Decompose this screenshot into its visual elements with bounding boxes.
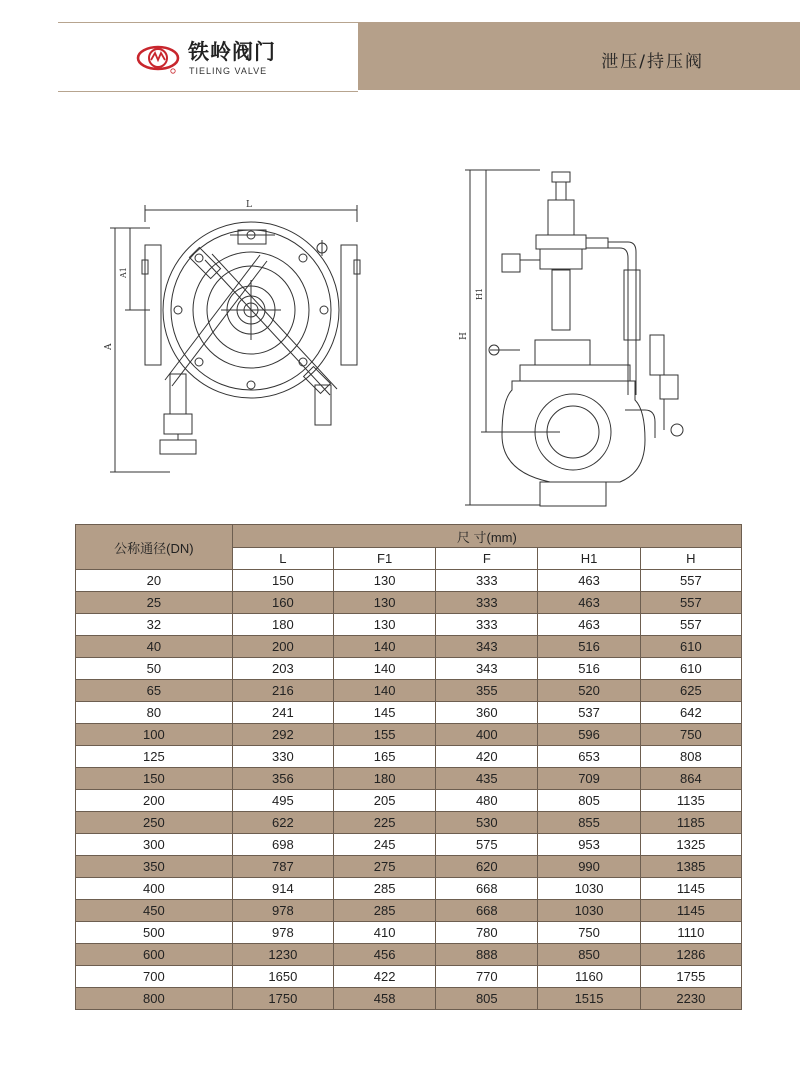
dim-label-H: H [459, 332, 469, 340]
dimension-cell: 245 [334, 834, 436, 856]
dimension-cell: 625 [640, 680, 741, 702]
dimension-cell: 1030 [538, 900, 640, 922]
dimension-cell: 155 [334, 724, 436, 746]
dn-cell: 20 [76, 570, 233, 592]
table-row [76, 812, 742, 834]
dimension-cell: 1135 [640, 790, 741, 812]
table-row [76, 878, 742, 900]
dimension-cell: 2230 [640, 988, 741, 1010]
dimension-cell: 1160 [538, 966, 640, 988]
dimension-cell: 805 [538, 790, 640, 812]
dn-cell: 400 [76, 878, 233, 900]
dimension-cell: 855 [538, 812, 640, 834]
dimension-cell: 130 [334, 592, 436, 614]
dn-cell: 350 [76, 856, 233, 878]
dn-cell: 200 [76, 790, 233, 812]
dimension-cell: 653 [538, 746, 640, 768]
dimension-cell: 750 [640, 724, 741, 746]
dimension-cell: 1515 [538, 988, 640, 1010]
dimension-cell: 356 [232, 768, 333, 790]
dimension-cell: 420 [436, 746, 538, 768]
dim-label-A1: A1 [119, 267, 128, 278]
dimension-cell: 241 [232, 702, 333, 724]
tieling-logo-icon [136, 38, 180, 78]
valve-technical-drawing [100, 160, 700, 520]
dimension-cell: 750 [538, 922, 640, 944]
dimension-cell: 557 [640, 614, 741, 636]
dn-cell: 40 [76, 636, 233, 658]
dimension-cell: 557 [640, 592, 741, 614]
dn-cell: 65 [76, 680, 233, 702]
dimension-cell: 1145 [640, 878, 741, 900]
dn-cell: 125 [76, 746, 233, 768]
dn-cell: 32 [76, 614, 233, 636]
table-row [76, 768, 742, 790]
dimension-cell: 805 [436, 988, 538, 1010]
title-band [358, 22, 800, 90]
dimension-table [75, 524, 742, 1010]
brand-name-en: TIELING VALVE [189, 66, 268, 76]
dimension-cell: 1750 [232, 988, 333, 1010]
dimension-cell: 463 [538, 592, 640, 614]
dn-cell: 100 [76, 724, 233, 746]
dimension-cell: 400 [436, 724, 538, 746]
dn-cell: 250 [76, 812, 233, 834]
dimension-cell: 610 [640, 636, 741, 658]
dimension-cell: 990 [538, 856, 640, 878]
dn-cell: 600 [76, 944, 233, 966]
dimension-cell: 537 [538, 702, 640, 724]
dimension-cell: 642 [640, 702, 741, 724]
dimension-cell: 668 [436, 900, 538, 922]
dimension-cell: 610 [640, 658, 741, 680]
dimension-cell: 1650 [232, 966, 333, 988]
dimension-cell: 495 [232, 790, 333, 812]
dimension-cell: 888 [436, 944, 538, 966]
dimension-cell: 480 [436, 790, 538, 812]
dimension-cell: 130 [334, 570, 436, 592]
dimension-cell: 850 [538, 944, 640, 966]
product-title: 泄压/持压阀 [601, 52, 704, 72]
dimension-cell: 530 [436, 812, 538, 834]
dimension-cell: 205 [334, 790, 436, 812]
dimension-cell: 1030 [538, 878, 640, 900]
dimension-cell: 709 [538, 768, 640, 790]
dimension-cell: 285 [334, 900, 436, 922]
dimension-cell: 864 [640, 768, 741, 790]
dimension-cell: 435 [436, 768, 538, 790]
dimension-group-header: 尺 寸(mm) [232, 525, 741, 548]
dimension-cell: 698 [232, 834, 333, 856]
table-row [76, 636, 742, 658]
dimension-cell: 1385 [640, 856, 741, 878]
dimension-cell: 978 [232, 900, 333, 922]
table-row [76, 746, 742, 768]
dimension-cell: 1325 [640, 834, 741, 856]
table-row [76, 680, 742, 702]
table-row [76, 592, 742, 614]
dimension-cell: 1755 [640, 966, 741, 988]
dimension-cell: 343 [436, 658, 538, 680]
dimension-cell: 140 [334, 636, 436, 658]
column-header-L: L [232, 548, 333, 570]
dimension-cell: 333 [436, 570, 538, 592]
dimension-cell: 953 [538, 834, 640, 856]
dimension-cell: 1185 [640, 812, 741, 834]
page-header [58, 22, 800, 90]
dimension-cell: 914 [232, 878, 333, 900]
dimension-cell: 333 [436, 592, 538, 614]
dimension-cell: 140 [334, 680, 436, 702]
dimension-cell: 360 [436, 702, 538, 724]
table-row [76, 614, 742, 636]
dim-label-L: L [246, 200, 252, 210]
dimension-cell: 463 [538, 570, 640, 592]
dimension-cell: 160 [232, 592, 333, 614]
dimension-cell: 622 [232, 812, 333, 834]
dimension-cell: 978 [232, 922, 333, 944]
dimension-cell: 463 [538, 614, 640, 636]
dimension-cell: 516 [538, 636, 640, 658]
dn-cell: 800 [76, 988, 233, 1010]
table-row [76, 856, 742, 878]
dn-header: 公称通径(DN) [76, 525, 233, 570]
table-row [76, 966, 742, 988]
dimension-cell: 1230 [232, 944, 333, 966]
table-row [76, 702, 742, 724]
dimension-cell: 333 [436, 614, 538, 636]
dimension-cell: 180 [334, 768, 436, 790]
table-row [76, 570, 742, 592]
dimension-cell: 225 [334, 812, 436, 834]
dimension-cell: 216 [232, 680, 333, 702]
brand-name-cn: 铁岭阀门 [188, 40, 276, 64]
dimension-cell: 180 [232, 614, 333, 636]
column-header-H1: H1 [538, 548, 640, 570]
dimension-cell: 596 [538, 724, 640, 746]
dimension-cell: 330 [232, 746, 333, 768]
column-header-H: H [640, 548, 741, 570]
dimension-cell: 456 [334, 944, 436, 966]
dimension-cell: 203 [232, 658, 333, 680]
table-row [76, 724, 742, 746]
dimension-cell: 458 [334, 988, 436, 1010]
dimension-cell: 557 [640, 570, 741, 592]
dimension-cell: 165 [334, 746, 436, 768]
dimension-cell: 145 [334, 702, 436, 724]
table-row [76, 790, 742, 812]
dimension-cell: 200 [232, 636, 333, 658]
dn-cell: 300 [76, 834, 233, 856]
column-header-F1: F1 [334, 548, 436, 570]
dimension-cell: 285 [334, 878, 436, 900]
dimension-cell: 343 [436, 636, 538, 658]
dimension-cell: 575 [436, 834, 538, 856]
column-header-F: F [436, 548, 538, 570]
dimension-cell: 520 [538, 680, 640, 702]
dn-cell: 25 [76, 592, 233, 614]
table-row [76, 988, 742, 1010]
dn-cell: 150 [76, 768, 233, 790]
dimension-cell: 808 [640, 746, 741, 768]
side-view-drawing [459, 170, 683, 506]
table-row [76, 658, 742, 680]
dimension-cell: 355 [436, 680, 538, 702]
dimension-cell: 780 [436, 922, 538, 944]
dimension-cell: 275 [334, 856, 436, 878]
dimension-cell: 1110 [640, 922, 741, 944]
dn-cell: 500 [76, 922, 233, 944]
dimension-cell: 410 [334, 922, 436, 944]
dimension-cell: 668 [436, 878, 538, 900]
dimension-cell: 150 [232, 570, 333, 592]
dn-cell: 700 [76, 966, 233, 988]
dimension-cell: 770 [436, 966, 538, 988]
dim-label-A: A [104, 343, 114, 350]
table-row [76, 900, 742, 922]
dim-label-H1: H1 [475, 287, 484, 300]
table-row [76, 834, 742, 856]
dimension-cell: 130 [334, 614, 436, 636]
dimension-cell: 1286 [640, 944, 741, 966]
front-view-drawing [104, 200, 360, 472]
dn-cell: 450 [76, 900, 233, 922]
dn-cell: 50 [76, 658, 233, 680]
dimension-table-body [76, 570, 742, 1010]
dimension-cell: 787 [232, 856, 333, 878]
brand-block [58, 22, 358, 92]
dimension-cell: 292 [232, 724, 333, 746]
dimension-cell: 140 [334, 658, 436, 680]
dn-cell: 80 [76, 702, 233, 724]
table-row [76, 922, 742, 944]
dimension-cell: 1145 [640, 900, 741, 922]
dimension-cell: 516 [538, 658, 640, 680]
dimension-cell: 620 [436, 856, 538, 878]
dimension-cell: 422 [334, 966, 436, 988]
table-row [76, 944, 742, 966]
